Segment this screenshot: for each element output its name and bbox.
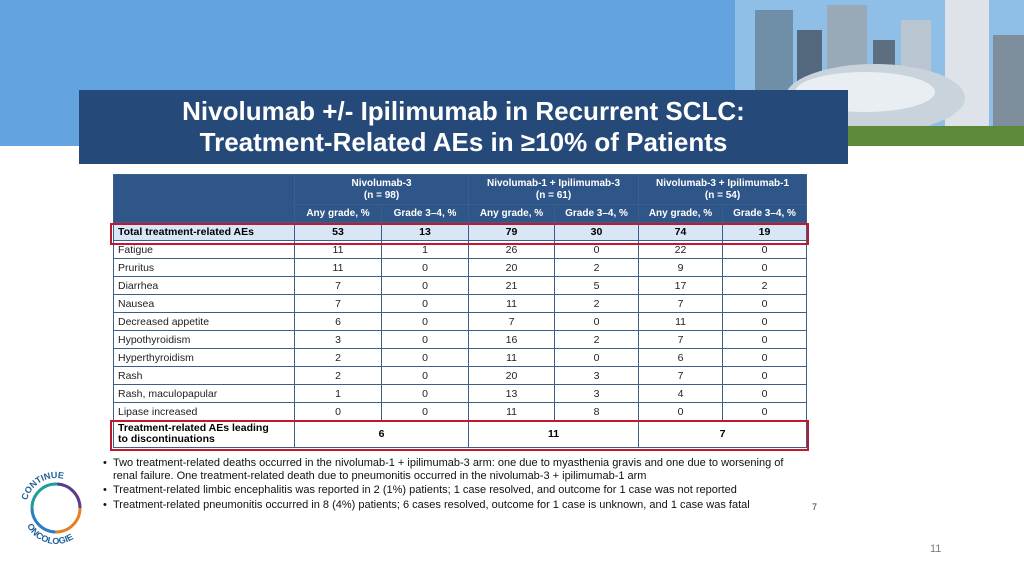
table-cell: 7 — [469, 313, 555, 331]
subheader: Grade 3–4, % — [555, 205, 639, 223]
table-row — [114, 367, 807, 385]
row-label: Hyperthyroidism — [114, 349, 295, 367]
table-cell: 7 — [295, 277, 382, 295]
table-cell: 6 — [295, 313, 382, 331]
row-label: Decreased appetite — [114, 313, 295, 331]
table-cell: 0 — [555, 241, 639, 259]
page-number: 11 — [930, 543, 942, 555]
table-row — [114, 331, 807, 349]
table-cell: 7 — [639, 331, 723, 349]
group-header: Nivolumab-1 + Ipilimumab-3 (n = 61) — [469, 175, 639, 205]
subheader: Grade 3–4, % — [382, 205, 469, 223]
table-cell: 0 — [382, 385, 469, 403]
table-cell: 11 — [469, 349, 555, 367]
table-cell: 11 — [469, 403, 555, 421]
bullet-item: • Two treatment-related deaths occurred in the nivolumab-1 + ipilimumab-3 arm: one due to myasthenia gravis and one due to worsening of renal failure. One treatment-related death due to pneumonitis occurred in the nivolumab-3 + ipilimumab-1 arm — [103, 457, 803, 482]
table-cell: 1 — [382, 241, 469, 259]
reference-number: 7 — [812, 502, 818, 512]
row-label: Pruritus — [114, 259, 295, 277]
table-cell: 0 — [639, 403, 723, 421]
subheader: Any grade, % — [295, 205, 382, 223]
table-cell: 17 — [639, 277, 723, 295]
table-row — [114, 385, 807, 403]
table-cell: 0 — [723, 241, 807, 259]
table-cell: 0 — [723, 403, 807, 421]
table-cell: 19 — [723, 223, 807, 241]
group-header: Nivolumab-3 (n = 98) — [295, 175, 469, 205]
row-label: Diarrhea — [114, 277, 295, 295]
table-cell: 7 — [639, 367, 723, 385]
svg-text:CONTINUE: CONTINUE — [19, 469, 65, 502]
table-cell: 0 — [555, 313, 639, 331]
table-cell: 0 — [382, 367, 469, 385]
table-cell: 7 — [639, 421, 807, 448]
title-line-2: Treatment-Related AEs in ≥10% of Patients — [199, 127, 728, 157]
continue-oncologie-logo — [14, 466, 98, 550]
svg-text:ONCOLOGIE: ONCOLOGIE — [25, 521, 75, 547]
table-cell: 0 — [723, 385, 807, 403]
row-label: Lipase increased — [114, 403, 295, 421]
table-cell: 21 — [469, 277, 555, 295]
table-cell: 7 — [295, 295, 382, 313]
table-cell: 11 — [295, 241, 382, 259]
table-cell: 2 — [723, 277, 807, 295]
row-label: Fatigue — [114, 241, 295, 259]
table-cell: 6 — [295, 421, 469, 448]
table-cell: 79 — [469, 223, 555, 241]
table-cell: 2 — [555, 295, 639, 313]
subheader: Any grade, % — [469, 205, 555, 223]
table-cell: 0 — [382, 403, 469, 421]
table-cell: 3 — [555, 385, 639, 403]
table-row — [114, 295, 807, 313]
bullet-item: • Treatment-related pneumonitis occurred in 8 (4%) patients; 6 cases resolved, outcome for 1 case is unknown, and 1 case was fatal — [103, 499, 803, 512]
table-cell: 0 — [723, 259, 807, 277]
table-cell: 8 — [555, 403, 639, 421]
table-cell: 0 — [382, 295, 469, 313]
group-header: Nivolumab-3 + Ipilimumab-1 (n = 54) — [639, 175, 807, 205]
table-cell: 11 — [469, 295, 555, 313]
row-label: Nausea — [114, 295, 295, 313]
table-cell: 13 — [469, 385, 555, 403]
table-cell: 0 — [723, 331, 807, 349]
table-cell: 11 — [295, 259, 382, 277]
title-line-1: Nivolumab +/- Ipilimumab in Recurrent SCLC: — [182, 96, 745, 126]
table-cell: 11 — [639, 313, 723, 331]
row-label: Hypothyroidism — [114, 331, 295, 349]
row-label: Rash, maculopapular — [114, 385, 295, 403]
table-cell: 0 — [723, 295, 807, 313]
row-label: Rash — [114, 367, 295, 385]
ae-table-container — [113, 174, 806, 448]
table-cell: 2 — [295, 349, 382, 367]
row-label: Total treatment-related AEs — [114, 223, 295, 241]
table-cell: 0 — [382, 313, 469, 331]
table-row — [114, 259, 807, 277]
table-cell: 0 — [295, 403, 382, 421]
table-cell: 2 — [555, 259, 639, 277]
table-cell: 4 — [639, 385, 723, 403]
bullet-list — [103, 457, 803, 513]
row-label: Treatment-related AEs leading to discontinuations — [114, 421, 295, 448]
table-cell: 74 — [639, 223, 723, 241]
table-row — [114, 277, 807, 295]
table-cell: 0 — [382, 349, 469, 367]
table-row — [114, 313, 807, 331]
table-row — [114, 241, 807, 259]
table-cell: 22 — [639, 241, 723, 259]
subheader: Grade 3–4, % — [723, 205, 807, 223]
table-cell: 5 — [555, 277, 639, 295]
ae-table — [113, 174, 807, 448]
bullet-item: • Treatment-related limbic encephalitis was reported in 2 (1%) patients; 1 case resolved, and outcome for 1 case was not reported — [103, 484, 803, 497]
table-cell: 11 — [469, 421, 639, 448]
table-cell: 20 — [469, 259, 555, 277]
table-cell: 9 — [639, 259, 723, 277]
table-cell: 3 — [295, 331, 382, 349]
table-cell: 26 — [469, 241, 555, 259]
table-cell: 20 — [469, 367, 555, 385]
header-blank-cell — [114, 175, 295, 223]
table-cell: 6 — [639, 349, 723, 367]
total-row — [114, 223, 807, 241]
table-cell: 0 — [382, 259, 469, 277]
table-cell: 0 — [382, 331, 469, 349]
slide-title — [79, 90, 848, 164]
table-cell: 0 — [723, 313, 807, 331]
table-row — [114, 403, 807, 421]
table-cell: 7 — [639, 295, 723, 313]
table-cell: 2 — [295, 367, 382, 385]
table-cell: 13 — [382, 223, 469, 241]
table-cell: 0 — [723, 367, 807, 385]
table-cell: 16 — [469, 331, 555, 349]
discontinuation-row — [114, 421, 807, 448]
table-cell: 53 — [295, 223, 382, 241]
table-cell: 2 — [555, 331, 639, 349]
subheader: Any grade, % — [639, 205, 723, 223]
table-cell: 0 — [723, 349, 807, 367]
table-cell: 0 — [382, 277, 469, 295]
table-row — [114, 349, 807, 367]
table-cell: 3 — [555, 367, 639, 385]
table-cell: 0 — [555, 349, 639, 367]
table-cell: 30 — [555, 223, 639, 241]
table-cell: 1 — [295, 385, 382, 403]
